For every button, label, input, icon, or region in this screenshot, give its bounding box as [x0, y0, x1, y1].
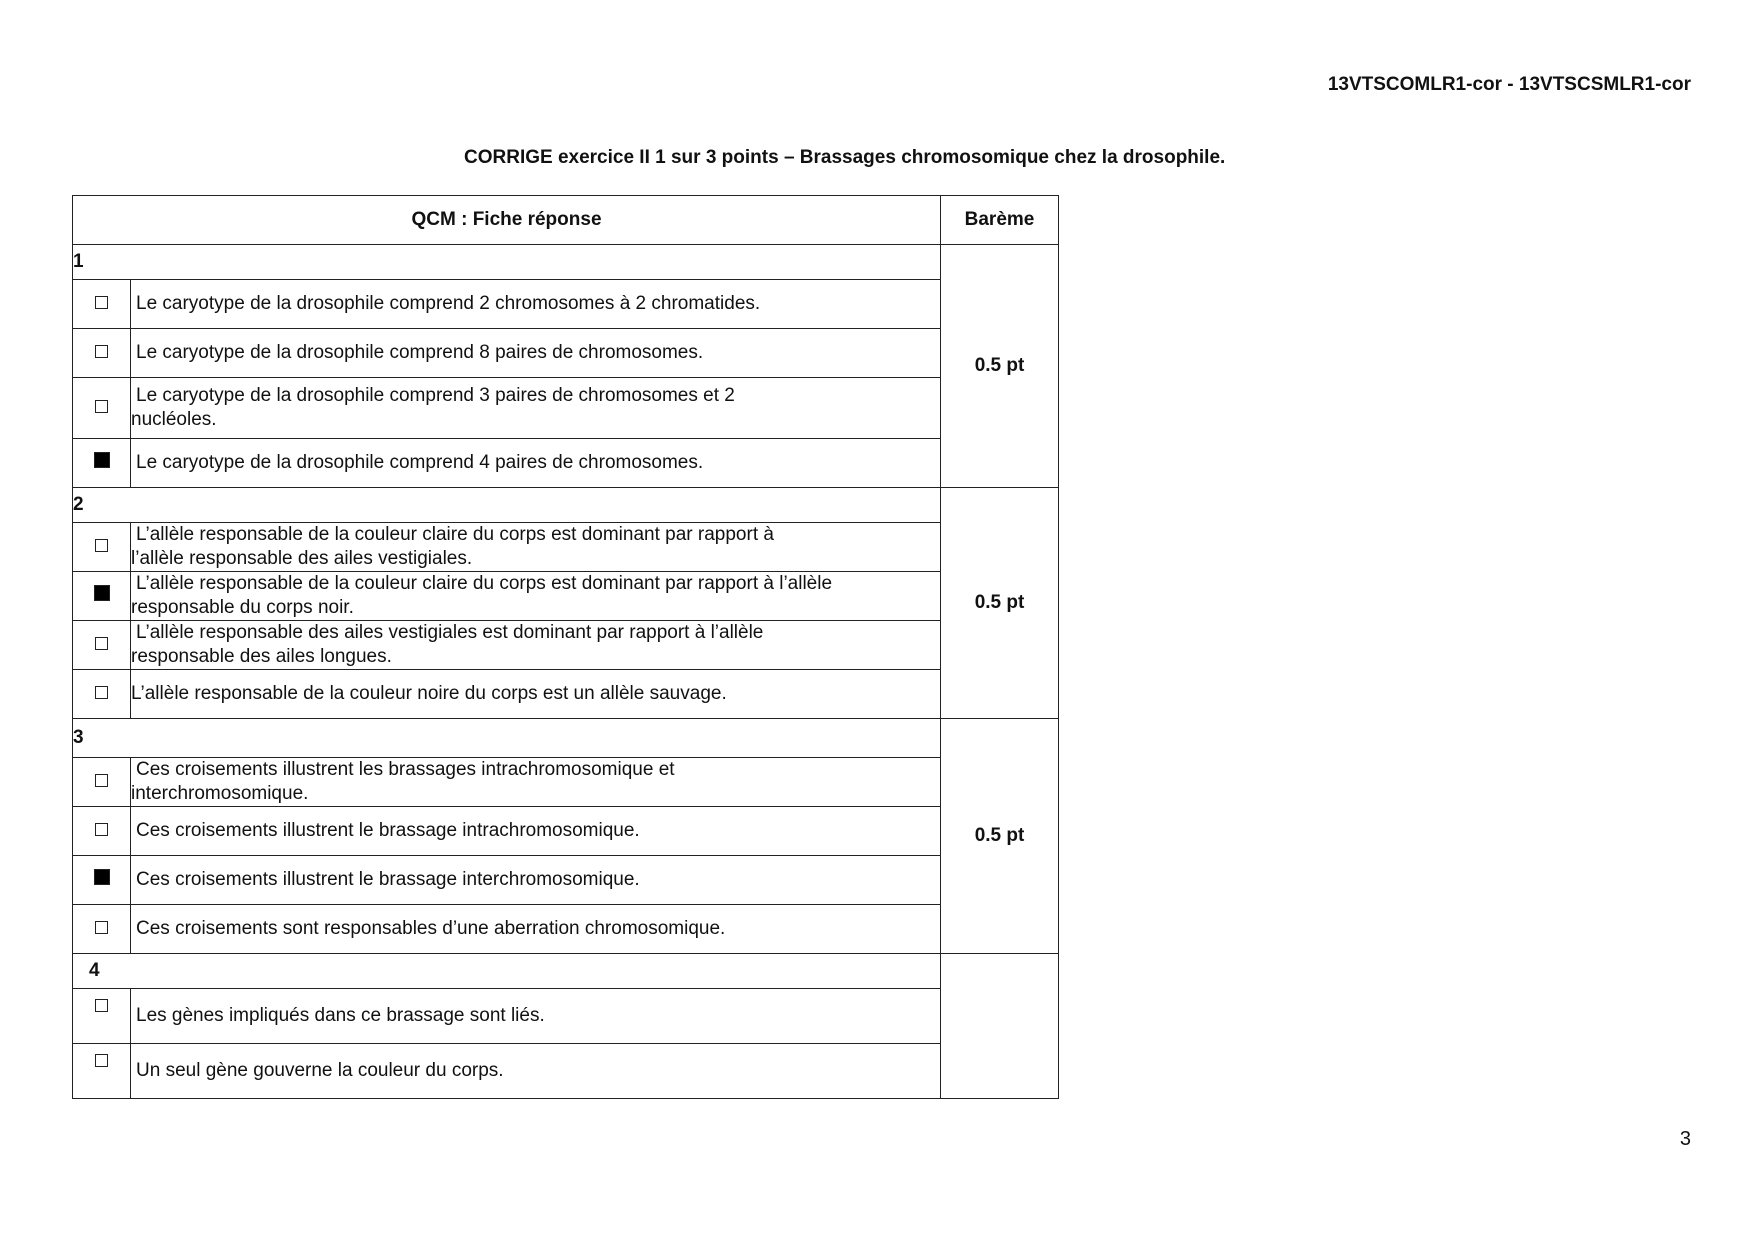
checkbox-checked-icon [94, 585, 110, 601]
column-header-qcm: QCM : Fiche réponse [73, 196, 941, 245]
answer-checkbox[interactable] [73, 758, 131, 807]
checkbox-empty-icon [95, 539, 108, 552]
checkbox-empty-icon [95, 823, 108, 836]
question-number: 3 [73, 719, 941, 758]
option-text: Le caryotype de la drosophile comprend 4 paires de chromosomes. [131, 439, 941, 488]
option-text: Un seul gène gouverne la couleur du corps. [131, 1044, 941, 1099]
answer-checkbox[interactable] [73, 439, 131, 488]
option-row [73, 439, 1059, 488]
question-score [941, 954, 1059, 1099]
checkbox-empty-icon [95, 686, 108, 699]
option-text: Le caryotype de la drosophile comprend 3 paires de chromosomes et 2 nucléoles. [131, 378, 941, 439]
checkbox-empty-icon [95, 637, 108, 650]
option-text: L’allèle responsable de la couleur noire du corps est un allèle sauvage. [131, 670, 941, 719]
answer-checkbox[interactable] [73, 378, 131, 439]
checkbox-empty-icon [95, 774, 108, 787]
option-text: Ces croisements illustrent le brassage interchromosomique. [131, 856, 941, 905]
option-text: Ces croisements illustrent les brassages intrachromosomique et interchromosomique. [131, 758, 941, 807]
question-number: 2 [73, 488, 941, 523]
question-row [73, 245, 1059, 280]
option-row [73, 378, 1059, 439]
answer-checkbox[interactable] [73, 329, 131, 378]
option-row [73, 758, 1059, 807]
question-score: 0.5 pt [941, 488, 1059, 719]
checkbox-empty-icon [95, 999, 108, 1012]
option-text: Le caryotype de la drosophile comprend 2 chromosomes à 2 chromatides. [131, 280, 941, 329]
question-number: 4 [73, 954, 941, 989]
exercise-title: CORRIGE exercice II 1 sur 3 points – Brassages chromosomique chez la drosophile. [464, 147, 1226, 168]
question-number: 1 [73, 245, 941, 280]
answer-checkbox[interactable] [73, 807, 131, 856]
table-header-row [73, 196, 1059, 245]
column-header-bareme: Barème [941, 196, 1059, 245]
answer-checkbox[interactable] [73, 621, 131, 670]
answer-checkbox[interactable] [73, 905, 131, 954]
option-text: Le caryotype de la drosophile comprend 8 paires de chromosomes. [131, 329, 941, 378]
document-code: 13VTSCOMLR1-cor - 13VTSCSMLR1-cor [1327, 74, 1691, 95]
option-row [73, 523, 1059, 572]
checkbox-checked-icon [94, 869, 110, 885]
question-score: 0.5 pt [941, 245, 1059, 488]
option-text: Ces croisements illustrent le brassage intrachromosomique. [131, 807, 941, 856]
option-text: L’allèle responsable de la couleur claire du corps est dominant par rapport à l’allèle responsable du corps noir. [131, 572, 941, 621]
checkbox-checked-icon [94, 452, 110, 468]
answer-checkbox[interactable] [73, 989, 131, 1044]
option-row [73, 807, 1059, 856]
question-score: 0.5 pt [941, 719, 1059, 954]
question-row [73, 719, 1059, 758]
checkbox-empty-icon [95, 296, 108, 309]
option-row [73, 572, 1059, 621]
question-row [73, 954, 1059, 989]
checkbox-empty-icon [95, 400, 108, 413]
checkbox-empty-icon [95, 1054, 108, 1067]
answer-checkbox[interactable] [73, 856, 131, 905]
option-row [73, 280, 1059, 329]
answer-checkbox[interactable] [73, 572, 131, 621]
option-text: L’allèle responsable de la couleur claire du corps est dominant par rapport à l’allèle responsable des ailes vestigiales. [131, 523, 941, 572]
page-number: 3 [1679, 1128, 1691, 1150]
answer-checkbox[interactable] [73, 1044, 131, 1099]
option-row [73, 621, 1059, 670]
answer-checkbox[interactable] [73, 670, 131, 719]
option-row [73, 989, 1059, 1044]
option-row [73, 1044, 1059, 1099]
option-row [73, 329, 1059, 378]
option-text: L’allèle responsable des ailes vestigiales est dominant par rapport à l’allèle responsable des ailes longues. [131, 621, 941, 670]
option-row [73, 856, 1059, 905]
question-row [73, 488, 1059, 523]
option-text: Les gènes impliqués dans ce brassage sont liés. [131, 989, 941, 1044]
qcm-answer-table [72, 195, 1059, 1099]
checkbox-empty-icon [95, 921, 108, 934]
option-row [73, 670, 1059, 719]
answer-checkbox[interactable] [73, 280, 131, 329]
option-row [73, 905, 1059, 954]
answer-checkbox[interactable] [73, 523, 131, 572]
checkbox-empty-icon [95, 345, 108, 358]
option-text: Ces croisements sont responsables d’une aberration chromosomique. [131, 905, 941, 954]
